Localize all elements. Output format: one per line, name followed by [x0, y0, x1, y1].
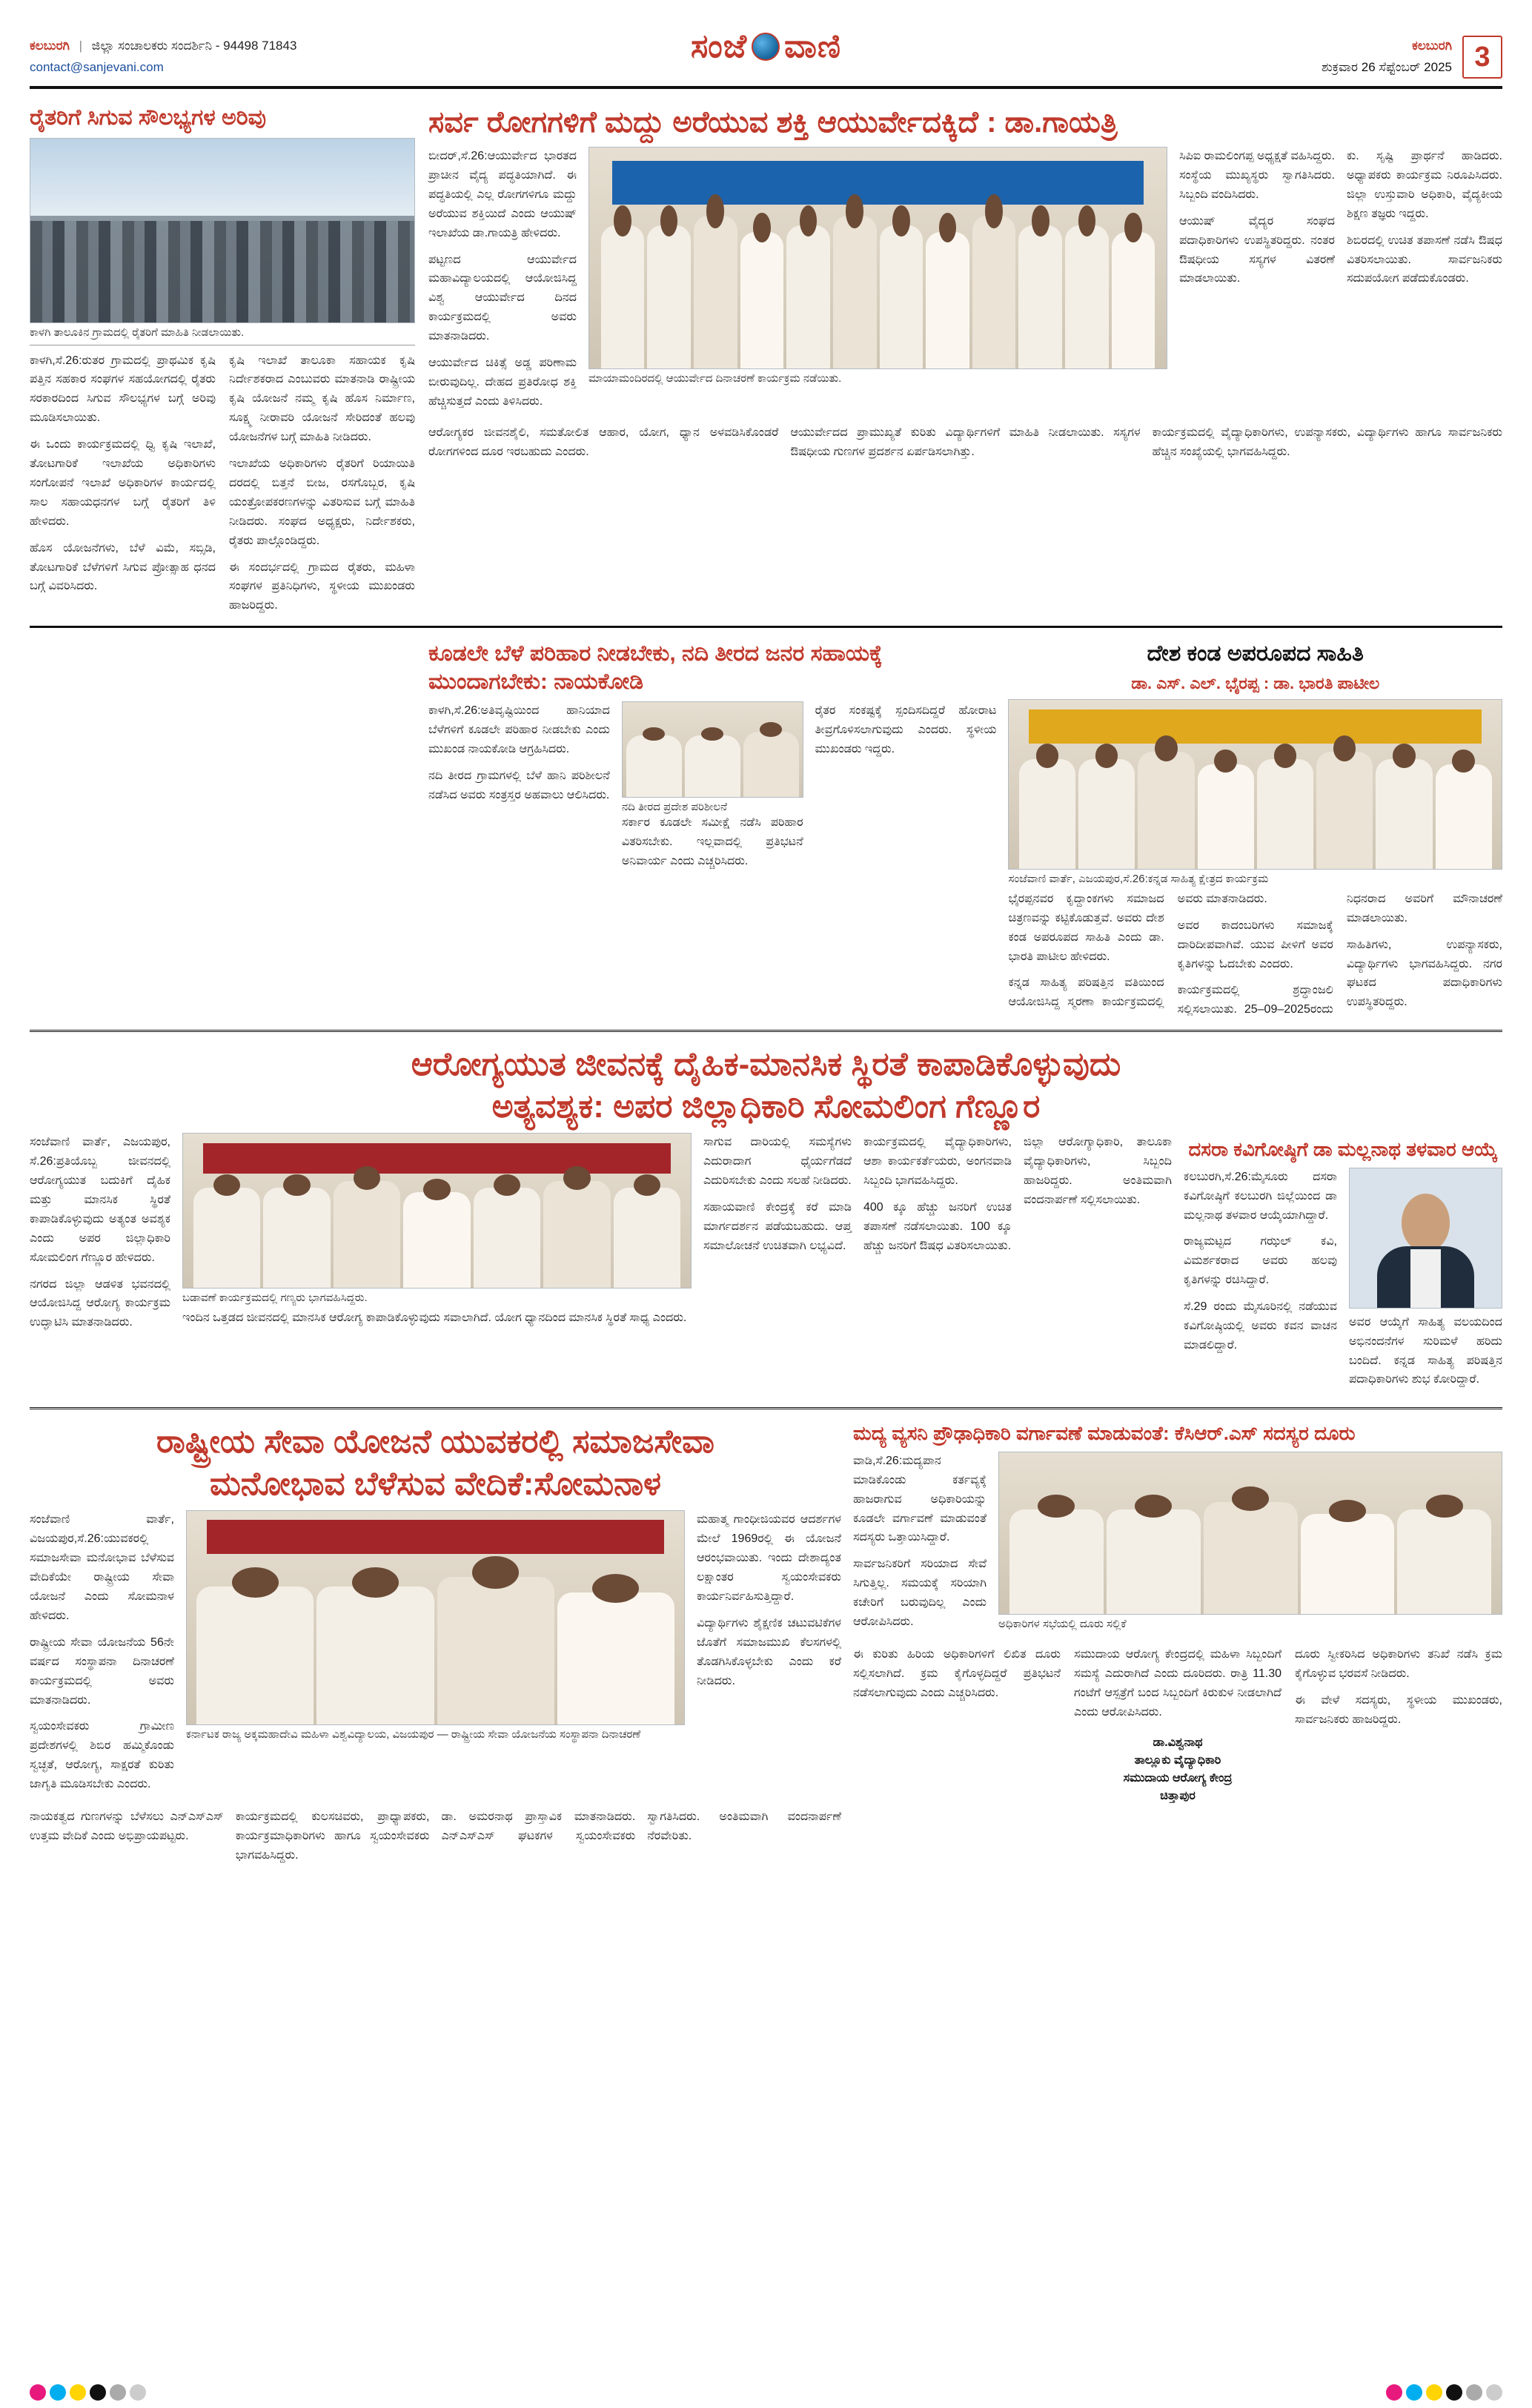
health-para-2: ಇಂದಿನ ಒತ್ತಡದ ಜೀವನದಲ್ಲಿ ಮಾನಸಿಕ ಆರೋಗ್ಯ ಕಾಪಾಡಿಕೊಳ್ಳುವುದು ಸವಾಲಾಗಿದೆ. ಯೋಗ ಧ್ಯಾನದಿಂದ ಮಾನಸಿಕ ಸ್ಥಿರತೆ ಸಾಧ್ಯ ಎಂದರು.	[182, 1312, 687, 1325]
nss-body-overflow	[30, 1807, 841, 1865]
masthead-separator: |	[79, 39, 83, 53]
poetry-headline: ದಸರಾ ಕವಿಗೋಷ್ಠಿಗೆ ಡಾ ಮಲ್ಲನಾಥ ತಳವಾರ ಆಯ್ಕೆ	[1188, 1138, 1498, 1161]
literature-para-0: ಭೈರಪ್ಪನವರ ಕೃದ್ದಾಂಕಗಳು ಸಮಾಜದ ಚಿತ್ರಣವನ್ನು ಕಟ್ಟಿಕೊಡುತ್ತವೆ. ಅವರು ದೇಶ ಕಂಡ ಅಪರೂಪದ ಸಾಹಿತಿ ಎಂದು ಡಾ. ಭಾರತಿ ಪಾಟೀಲ ಹೇಳಿದರು.	[1008, 892, 1164, 963]
farmers-para-4: ಇಲಾಖೆಯ ಅಧಿಕಾರಿಗಳು ರೈತರಿಗೆ ರಿಯಾಯಿತಿ ದರದಲ್ಲಿ ಬಿತ್ತನೆ ಬೀಜ, ರಸಗೊಬ್ಬರ, ಕೃಷಿ ಯಂತ್ರೋಪಕರಣಗಳನ್ನು ವಿತರಿಸುವ ಬಗ್ಗೆ ಮಾಹಿತಿ ನೀಡಿದರು. ಸಂಘದ ಅಧ್ಯಕ್ಷರು, ನಿರ್ದೇಶಕರು, ರೈತರು ಪಾಲ್ಗೊಂಡಿದ್ದರು.	[229, 457, 415, 547]
ayurveda-cont-3	[1153, 423, 1502, 469]
nss-col-1	[30, 1510, 174, 1802]
health-col-4	[863, 1133, 1012, 1397]
drugs-photo	[998, 1452, 1502, 1615]
nss-headline-line1: ರಾಷ್ಟ್ರೀಯ ಸೇವಾ ಯೋಜನೆ ಯುವಕರಲ್ಲಿ ಸಮಾಜಸೇವಾ	[156, 1423, 714, 1461]
signature-designation: ತಾಲ್ಲೂಕು ವೈದ್ಯಾಧಿಕಾರಿ	[1134, 1753, 1221, 1767]
poetry-para-1: ರಾಜ್ಯಮಟ್ಟದ ಗಝಲ್ ಕವಿ, ವಿಮರ್ಶಕರಾದ ಅವರು ಹಲವು ಕೃತಿಗಳನ್ನು ರಚಿಸಿದ್ದಾರೆ.	[1184, 1235, 1337, 1287]
color-dot	[1406, 2384, 1422, 2401]
farmers-photo	[30, 138, 415, 323]
drugs-para-5: ಈ ವೇಳೆ ಸದಸ್ಯರು, ಸ್ಥಳೀಯ ಮುಖಂಡರು, ಸಾರ್ವಜನಿಕರು ಹಾಜರಿದ್ದರು.	[1295, 1693, 1502, 1726]
masthead-right	[1117, 25, 1502, 79]
ayurveda-para-7: ಆಯುಷ್ ವೈದ್ಯರ ಸಂಘದ ಪದಾಧಿಕಾರಿಗಳು ಉಪಸ್ಥಿತರಿದ್ದರು. ನಂತರ ಔಷಧೀಯ ಸಸ್ಯಗಳ ವಿತರಣೆ ಮಾಡಲಾಯಿತು.	[1179, 214, 1335, 285]
poetry-portrait	[1349, 1168, 1502, 1309]
ayurveda-right-col	[1179, 147, 1335, 419]
health-photo-col	[182, 1133, 692, 1397]
ayurveda-cont-1	[428, 423, 778, 469]
health-col-5	[1024, 1133, 1172, 1397]
health-col-3	[703, 1133, 852, 1397]
publication-date: ಶುಕ್ರವಾರ 26 ಸೆಪ್ಟೆಂಬರ್ 2025	[1322, 59, 1452, 74]
ayurveda-caption: ಮಾಯಾಮಂದಿರದಲ್ಲಿ ಆಯುರ್ವೇದ ದಿನಾಚರಣೆ ಕಾರ್ಯಕ್ರಮ ನಡೆಯಿತು.	[588, 372, 842, 385]
river-photo	[622, 701, 803, 798]
farmers-caption: ಕಾಳಗಿ ತಾಲೂಕಿನ ಗ್ರಾಮದಲ್ಲಿ ರೈತರಿಗೆ ಮಾಹಿತಿ ನೀಡಲಾಯಿತು.	[30, 325, 245, 339]
farmers-para-5: ಈ ಸಂದರ್ಭದಲ್ಲಿ ಗ್ರಾಮದ ರೈತರು, ಮಹಿಳಾ ಸಂಘಗಳ ಪ್ರತಿನಿಧಿಗಳು, ಸ್ಥಳೀಯ ಮುಖಂಡರು ಹಾಜರಿದ್ದರು.	[229, 560, 415, 612]
poetry-para-3: ಅವರ ಆಯ್ಕೆಗೆ ಸಾಹಿತ್ಯ ವಲಯದಿಂದ ಅಭಿನಂದನೆಗಳ ಸುರಿಮಳೆ ಹರಿದು ಬಂದಿದೆ. ಕನ್ನಡ ಸಾಹಿತ್ಯ ಪರಿಷತ್ತಿನ ಪದಾಧಿಕಾರಿಗಳು ಶುಭ ಕೋರಿದ್ದಾರೆ.	[1349, 1315, 1502, 1386]
drugs-col-1	[853, 1452, 986, 1639]
color-dot	[70, 2384, 86, 2401]
health-para-7: ಜಿಲ್ಲಾ ಆರೋಗ್ಯಾಧಿಕಾರಿ, ತಾಲೂಕಾ ವೈದ್ಯಾಧಿಕಾರಿಗಳು, ಸಿಬ್ಬಂದಿ ಹಾಜರಿದ್ದರು. ಅಂತಿಮವಾಗಿ ವಂದನಾರ್ಪಣೆ ಸಲ್ಲಿಸಲಾಯಿತು.	[1024, 1136, 1172, 1206]
nss-headline-line2: ಮನೋಭಾವ ಬೆಳೆಸುವ ವೇದಿಕೆ:ಸೋಮನಾಳ	[209, 1466, 662, 1503]
row-four	[30, 1407, 1502, 1865]
nss-photo-col	[186, 1510, 685, 1802]
signature-office: ಸಮುದಾಯ ಆರೋಗ್ಯ ಕೇಂದ್ರ	[1123, 1771, 1233, 1784]
farmers-para-2: ಹೊಸ ಯೋಜನೆಗಳು, ಬೆಳೆ ವಿಮೆ, ಸಬ್ಸಿಡಿ, ತೋಟಗಾರಿಕೆ ಬೆಳೆಗಳಿಗೆ ಸಿಗುವ ಪ್ರೋತ್ಸಾಹ ಧನದ ಬಗ್ಗೆ ವಿವರಿಸಿದರು.	[30, 541, 216, 593]
river-caption: ನದಿ ತೀರದ ಪ್ರದೇಶ ಪರಿಶೀಲನೆ	[621, 801, 728, 814]
ayurveda-para-0: ಬೀದರ್,ಸೆ.26:ಆಯುರ್ವೇದ ಭಾರತದ ಪ್ರಾಚೀನ ವೈದ್ಯ ಪದ್ಧತಿಯಾಗಿದೆ. ಈ ಪದ್ಧತಿಯಲ್ಲಿ ಎಲ್ಲ ರೋಗಗಳಿಗೂ ಮದ್ದು ಅರೆಯುವ ಶಕ್ತಿಯಿದೆ ಎಂದು ಆಯುಷ್ ಇಲಾಖೆಯ ಡಾ.ಗಾಯತ್ರಿ ಹೇಳಿದರು.	[428, 150, 577, 239]
bureau-label: ಜಿಲ್ಲಾ ಸಂಚಾಲಕರು ಸಂದರ್ಶಿನಿ	[91, 39, 213, 53]
literature-para-4: ಸಾಹಿತಿಗಳು, ಉಪನ್ಯಾಸಕರು, ವಿದ್ಯಾರ್ಥಿಗಳು ಭಾಗವಹಿಸಿದ್ದರು. ನಗರ ಘಟಕದ ಪದಾಧಿಕಾರಿಗಳು ಉಪಸ್ಥಿತರಿದ್ದರು.	[1346, 938, 1502, 1009]
ayurveda-photo	[588, 147, 1167, 369]
color-dot	[130, 2384, 146, 2401]
logo-text-right: ವಾಣಿ	[784, 28, 842, 64]
river-para-2: ಸರ್ಕಾರ ಕೂಡಲೇ ಸಮೀಕ್ಷೆ ನಡೆಸಿ ಪರಿಹಾರ ವಿತರಿಸಬೇಕು. ಇಲ್ಲವಾದಲ್ಲಿ ಪ್ರತಿಭಟನೆ ಅನಿವಾರ್ಯ ಎಂದು ಎಚ್ಚರಿಸಿದರು.	[621, 816, 803, 868]
edition-label-right: ಕಲಬುರಗಿ	[1412, 39, 1452, 53]
poetry-text-col	[1184, 1168, 1337, 1398]
ayurveda-cont-2	[790, 423, 1140, 469]
ayurveda-para-1: ಪಟ್ಟಣದ ಆಯುರ್ವೇದ ಮಹಾವಿದ್ಯಾಲಯದಲ್ಲಿ ಆಯೋಜಿಸಿದ್ದ ವಿಶ್ವ ಆಯುರ್ವೇದ ದಿನದ ಕಾರ್ಯಕ್ರಮದಲ್ಲಿ ಅವರು ಮಾತನಾಡಿದರು.	[428, 253, 577, 343]
ayurveda-para-5: ಕಾರ್ಯಕ್ರಮದಲ್ಲಿ ವೈದ್ಯಾಧಿಕಾರಿಗಳು, ಉಪನ್ಯಾಸಕರು, ವಿದ್ಯಾರ್ಥಿಗಳು ಹಾಗೂ ಸಾರ್ವಜನಿಕರು ಹೆಚ್ಚಿನ ಸಂಖ್ಯೆಯಲ್ಲಿ ಭಾಗವಹಿಸಿದ್ದರು.	[1152, 426, 1502, 458]
health-para-3: ಸಾಗುವ ದಾರಿಯಲ್ಲಿ ಸಮಸ್ಯೆಗಳು ಎದುರಾದಾಗ ಧೈರ್ಯಗೆಡದೆ ಎದುರಿಸಬೇಕು ಎಂದು ಸಲಹೆ ನೀಡಿದರು.	[703, 1136, 852, 1188]
ayurveda-para-9: ಶಿಬಿರದಲ್ಲಿ ಉಚಿತ ತಪಾಸಣೆ ನಡೆಸಿ ಔಷಧ ವಿತರಿಸಲಾಯಿತು. ಸಾರ್ವಜನಿಕರು ಸದುಪಯೋಗ ಪಡೆದುಕೊಂಡರು.	[1347, 234, 1502, 285]
drugs-para-0: ವಾಡಿ,ಸೆ.26:ಮದ್ಯಪಾನ ಮಾಡಿಕೊಂಡು ಕರ್ತವ್ಯಕ್ಕೆ ಹಾಜರಾಗುವ ಅಧಿಕಾರಿಯನ್ನು ಕೂಡಲೇ ವರ್ಗಾವಣೆ ಮಾಡುವಂತೆ ಸದಸ್ಯರು ಒತ್ತಾಯಿಸಿದ್ದಾರೆ.	[853, 1454, 986, 1544]
article-poetry	[1184, 1133, 1502, 1397]
masthead-left	[30, 25, 415, 79]
river-para-1: ನದಿ ತೀರದ ಗ್ರಾಮಗಳಲ್ಲಿ ಬೆಳೆ ಹಾನಿ ಪರಿಶೀಲನೆ ನಡೆಸಿದ ಅವರು ಸಂತ್ರಸ್ತರ ಅಹವಾಲು ಆಲಿಸಿದರು.	[428, 770, 610, 801]
nss-col-3	[697, 1510, 841, 1802]
health-caption: ಬಡಾವಣೆ ಕಾರ್ಯಕ್ರಮದಲ್ಲಿ ಗಣ್ಯರು ಭಾಗವಹಿಸಿದ್ದರು.	[182, 1291, 368, 1305]
nss-para-6: ಕಾರ್ಯಕ್ರಮದಲ್ಲಿ ಕುಲಸಚಿವರು, ಪ್ರಾಧ್ಯಾಪಕರು, ಕಾರ್ಯಕ್ರಮಾಧಿಕಾರಿಗಳು ಹಾಗೂ ಸ್ವಯಂಸೇವಕರು ಭಾಗವಹಿಸಿದ್ದರು.	[235, 1810, 430, 1862]
article-river	[428, 635, 996, 1019]
drugs-body	[853, 1645, 1502, 1730]
article-ayurveda	[428, 99, 1502, 615]
farmers-body	[30, 351, 415, 616]
literature-headline: ದೇಶ ಕಂಡ ಅಪರೂಪದ ಸಾಹಿತಿ	[1147, 641, 1364, 666]
ayurveda-photo-col	[588, 147, 1167, 419]
ayurveda-para-4: ಆಯುರ್ವೇದದ ಪ್ರಾಮುಖ್ಯತೆ ಕುರಿತು ವಿದ್ಯಾರ್ಥಿಗಳಿಗೆ ಮಾಹಿತಿ ನೀಡಲಾಯಿತು. ಸಸ್ಯಗಳ ಔಷಧೀಯ ಗುಣಗಳ ಪ್ರದರ್ಶನ ಏರ್ಪಡಿಸಲಾಗಿತ್ತು.	[790, 426, 1141, 458]
nss-para-3: ಮಹಾತ್ಮ ಗಾಂಧೀಜಿಯವರ ಆದರ್ಶಗಳ ಮೇಲೆ 1969ರಲ್ಲಿ ಈ ಯೋಜನೆ ಆರಂಭವಾಯಿತು. ಇಂದು ದೇಶಾದ್ಯಂತ ಲಕ್ಷಾಂತರ ಸ್ವಯಂಸೇವಕರು ಕಾರ್ಯನಿರ್ವಹಿಸುತ್ತಿದ್ದಾರೆ.	[697, 1513, 841, 1603]
color-registration-right	[1386, 2384, 1502, 2401]
signature-place: ಚಿತ್ತಾಪುರ	[1160, 1789, 1196, 1802]
drugs-para-1: ಸಾರ್ವಜನಿಕರಿಗೆ ಸರಿಯಾದ ಸೇವೆ ಸಿಗುತ್ತಿಲ್ಲ. ಸಮಯಕ್ಕೆ ಸರಿಯಾಗಿ ಕಚೇರಿಗೆ ಬರುವುದಿಲ್ಲ ಎಂದು ಆರೋಪಿಸಿದರು.	[853, 1558, 986, 1629]
color-dot	[1386, 2384, 1402, 2401]
health-para-6: 400 ಕ್ಕೂ ಹೆಚ್ಚು ಜನರಿಗೆ ಉಚಿತ ತಪಾಸಣೆ ನಡೆಸಲಾಯಿತು. 100 ಕ್ಕೂ ಹೆಚ್ಚು ಜನರಿಗೆ ಔಷಧ ವಿತರಿಸಲಾಯಿತು.	[863, 1200, 1012, 1252]
color-dot	[90, 2384, 106, 2401]
ayurveda-para-3: ಆರೋಗ್ಯಕರ ಜೀವನಶೈಲಿ, ಸಮತೋಲಿತ ಆಹಾರ, ಯೋಗ, ಧ್ಯಾನ ಅಳವಡಿಸಿಕೊಂಡರೆ ರೋಗಗಳಿಂದ ದೂರ ಇರಬಹುದು ಎಂದರು.	[428, 426, 779, 458]
nss-para-0: ಸಂಜೆವಾಣಿ ವಾರ್ತೆ, ವಿಜಯಪುರ,ಸೆ.26:ಯುವಕರಲ್ಲಿ ಸಮಾಜಸೇವಾ ಮನೋಭಾವ ಬೆಳೆಸುವ ವೇದಿಕೆಯೇ ರಾಷ್ಟ್ರೀಯ ಸೇವಾ ಯೋಜನೆ ಎಂದು ಸೋಮನಾಳ ಹೇಳಿದರು.	[30, 1513, 174, 1622]
literature-body	[1008, 890, 1502, 1019]
literature-photo	[1008, 699, 1502, 870]
drugs-caption: ಅಧಿಕಾರಿಗಳ ಸಭೆಯಲ್ಲಿ ದೂರು ಸಲ್ಲಿಕೆ	[998, 1617, 1127, 1630]
edition-label: ಕಲಬುರಗಿ	[30, 39, 70, 53]
article-farmers-overflow	[30, 635, 415, 1019]
masthead-dateline	[1322, 36, 1452, 79]
ayurveda-para-8: ಕು. ಸೃಷ್ಟಿ ಪ್ರಾರ್ಥನೆ ಹಾಡಿದರು. ಅಧ್ಯಾಪಕರು ಕಾರ್ಯಕ್ರಮ ನಿರೂಪಿಸಿದರು. ಜಿಲ್ಲಾ ಉಸ್ತುವಾರಿ ಅಧಿಕಾರಿ, ವೈದ್ಯಕೀಯ ಶಿಕ್ಷಣ ತಜ್ಞರು ಇದ್ದರು.	[1347, 150, 1502, 220]
river-headline: ಕೂಡಲೇ ಬೆಳೆ ಪರಿಹಾರ ನೀಡಬೇಕು, ನದಿ ತೀರದ ಜನರ ಸಹಾಯಕ್ಕೆ ಮುಂದಾಗಬೇಕು: ನಾಯಕೋಡಿ	[428, 641, 883, 694]
health-headline-line2: ಅತ್ಯವಶ್ಯಕ: ಅಪರ ಜಿಲ್ಲಾಧಿಕಾರಿ ಸೋಮಲಿಂಗ ಗೆಣ್ಣೂರ	[491, 1088, 1041, 1125]
literature-para-3: ಕಾರ್ಯಕ್ರಮದಲ್ಲಿ ಶ್ರದ್ಧಾಂಜಲಿ ಸಲ್ಲಿಸಲಾಯಿತು. 25–09–2025ರಂದು ನಿಧನರಾದ ಅವರಿಗೆ ಮೌನಾಚರಣೆ ಮಾಡಲಾಯಿತು.	[1177, 892, 1502, 1016]
masthead-separator-2: -	[215, 39, 224, 53]
article-nss	[30, 1417, 841, 1865]
nss-para-5: ನಾಯಕತ್ವದ ಗುಣಗಳನ್ನು ಬೆಳೆಸಲು ಎನ್ಎಸ್ಎಸ್ ಉತ್ತಮ ವೇದಿಕೆ ಎಂದು ಅಭಿಪ್ರಾಯಪಟ್ಟರು.	[30, 1810, 224, 1842]
ayurveda-para-2: ಆಯುರ್ವೇದ ಚಿಕಿತ್ಸೆ ಅಡ್ಡ ಪರಿಣಾಮ ಬೀರುವುದಿಲ್ಲ. ದೇಹದ ಪ್ರತಿರೋಧ ಶಕ್ತಿ ಹೆಚ್ಚಿಸುತ್ತದೆ ಎಂದು ತಿಳಿಸಿದರು.	[428, 357, 577, 408]
drugs-photo-col	[998, 1452, 1502, 1639]
health-para-4: ಸಹಾಯವಾಣಿ ಕೇಂದ್ರಕ್ಕೆ ಕರೆ ಮಾಡಿ ಮಾರ್ಗದರ್ಶನ ಪಡೆಯಬಹುದು. ಆಪ್ತ ಸಮಾಲೋಚನೆ ಉಚಿತವಾಗಿ ಲಭ್ಯವಿದೆ.	[703, 1200, 852, 1252]
ayurveda-lead-col	[428, 147, 577, 419]
river-para-3: ರೈತರ ಸಂಕಷ್ಟಕ್ಕೆ ಸ್ಪಂದಿಸದಿದ್ದರೆ ಹೋರಾಟ ತೀವ್ರಗೊಳಿಸಲಾಗುವುದು ಎಂದರು. ಸ್ಥಳೀಯ ಮುಖಂಡರು ಇದ್ದರು.	[815, 704, 997, 756]
color-dot	[30, 2384, 46, 2401]
farmers-para-3: ಕೃಷಿ ಇಲಾಖೆ ತಾಲೂಕಾ ಸಹಾಯಕ ಕೃಷಿ ನಿರ್ದೇಶಕರಾದ ಎಂಬುವರು ಮಾತನಾಡಿ ರಾಷ್ಟ್ರೀಯ ಕೃಷಿ ಯೋಜನೆ ನಮ್ಮ ಕೃಷಿ ಹೊಸ ನಿರ್ಮಾಣ, ಸೂಕ್ಷ್ಮ ನೀರಾವರಿ ಯೋಜನೆ ಸೇರಿದಂತೆ ಹಲವು ಯೋಜನೆಗಳ ಬಗ್ಗೆ ಮಾಹಿತಿ ನೀಡಿದರು.	[229, 354, 415, 444]
drugs-signature	[853, 1734, 1502, 1805]
literature-para-2: ಅವರ ಕಾದಂಬರಿಗಳು ಸಮಾಜಕ್ಕೆ ದಾರಿದೀಪವಾಗಿವೆ. ಯುವ ಪೀಳಿಗೆ ಅವರ ಕೃತಿಗಳನ್ನು ಓದಬೇಕು ಎಂದರು.	[1177, 919, 1333, 970]
health-para-5: ಕಾರ್ಯಕ್ರಮದಲ್ಲಿ ವೈದ್ಯಾಧಿಕಾರಿಗಳು, ಆಶಾ ಕಾರ್ಯಕರ್ತೆಯರು, ಅಂಗನವಾಡಿ ಸಿಬ್ಬಂದಿ ಭಾಗವಹಿಸಿದ್ದರು.	[863, 1136, 1012, 1188]
article-drugs	[853, 1417, 1502, 1865]
health-para-0: ಸಂಜೆವಾಣಿ ವಾರ್ತೆ, ಎಜಯಪುರ, ಸೆ.26:ಪ್ರತಿಯೊಬ್ಬ ಜೀವನದಲ್ಲಿ ಆರೋಗ್ಯಯುತ ಬದುಕಿಗೆ ದೈಹಿಕ ಮತ್ತು ಮಾನಸಿಕ ಸ್ಥಿರತೆ ಕಾಪಾಡಿಕೊಳ್ಳುವುದು ಅತ್ಯಂತ ಅವಶ್ಯಕ ಎಂದು ಅಪರ ಜಿಲ್ಲಾಧಿಕಾರಿ ಸೋಮಲಿಂಗ ಗೆಣ್ಣೂರ ಹೇಳಿದರು.	[30, 1136, 170, 1264]
ayurveda-para-6: ಸಿಪಿಐ ರಾಮಲಿಂಗಪ್ಪ ಅಧ್ಯಕ್ಷತೆ ವಹಿಸಿದ್ದರು. ಸಂಸ್ಥೆಯ ಮುಖ್ಯಸ್ಥರು ಸ್ವಾಗತಿಸಿದರು. ಸಿಬ್ಬಂದಿ ವಂದಿಸಿದರು.	[1179, 150, 1335, 201]
row-two	[30, 626, 1502, 1019]
color-dot	[50, 2384, 66, 2401]
nss-photo	[186, 1510, 685, 1725]
poetry-para-2: ಸೆ.29 ರಂದು ಮೈಸೂರಿನಲ್ಲಿ ನಡೆಯುವ ಕವಿಗೋಷ್ಠಿಯಲ್ಲಿ ಅವರು ಕವನ ವಾಚನ ಮಾಡಲಿದ್ದಾರೆ.	[1184, 1300, 1337, 1352]
publication-logo[interactable]	[691, 28, 841, 65]
drugs-para-3: ಸಮುದಾಯ ಆರೋಗ್ಯ ಕೇಂದ್ರದಲ್ಲಿ ಮಹಿಳಾ ಸಿಬ್ಬಂದಿಗೆ ಸಮಸ್ಯೆ ಎದುರಾಗಿದೆ ಎಂದು ದೂರಿದರು. ರಾತ್ರಿ 11.30 ಗಂಟೆಗೆ ಆಸ್ಪತ್ರೆಗೆ ಬಂದ ಸಿಬ್ಬಂದಿಗೆ ಕಿರುಕುಳ ನೀಡಲಾಗಿದೆ ಎಂದು ಆರೋಪಿಸಿದರು.	[1074, 1648, 1281, 1719]
river-text-col	[428, 701, 610, 879]
ayurveda-headline: ಸರ್ವ ರೋಗಗಳಿಗೆ ಮದ್ದು ಅರೆಯುವ ಶಕ್ತಿ ಆಯುರ್ವೇದಕ್ಕಿದೆ : ಡಾ.ಗಾಯತ್ರಿ	[428, 106, 1118, 139]
river-para-0: ಕಾಳಗಿ,ಸೆ.26:ಅತಿವೃಷ್ಟಿಯಿಂದ ಹಾನಿಯಾದ ಬೆಳೆಗಳಿಗೆ ಕೂಡಲೇ ಪರಿಹಾರ ನೀಡಬೇಕು ಎಂದು ಮುಖಂಡ ನಾಯಕೋಡಿ ಆಗ್ರಹಿಸಿದರು.	[428, 704, 610, 756]
row-one	[30, 99, 1502, 615]
color-dot	[1426, 2384, 1442, 2401]
farmers-para-0: ಕಾಳಗಿ,ಸೆ.26:ರುತರ ಗ್ರಾಮದಲ್ಲಿ ಪ್ರಾಥಮಿಕ ಕೃಷಿ ಪತ್ತಿನ ಸಹಕಾರ ಸಂಘಗಳ ಸಹಯೋಗದಲ್ಲಿ ರೈತರು ಸರಕಾರದಿಂದ ಸಿಗುವ ಸೌಲಭ್ಯಗಳ ಬಗ್ಗೆ ಅರಿವು ಮೂಡಿಸಲಾಯಿತು.	[30, 354, 216, 425]
farmers-para-1: ಈ ಒಂದು ಕಾರ್ಯಕ್ರಮದಲ್ಲಿ ಧ್ವಿ ಕೃಷಿ ಇಲಾಖೆ, ತೋಟಗಾರಿಕೆ ಇಲಾಖೆಯ ಅಧಿಕಾರಿಗಳು ಸಂಗೋಪನೆ ಇಲಾಖೆ ಅಧಿಕಾರಿಗಳ ಕಾರ್ಯದಲ್ಲಿ ಸಾಲ ಸಹಾಯಧನಗಳ ಬಗ್ಗೆ ರೈತರಿಗೆ ತಿಳಿ ಹೇಳಿದರು.	[30, 438, 216, 528]
masthead-center	[415, 25, 1117, 65]
phone-number: 94498 71843	[223, 39, 297, 53]
color-dot	[1466, 2384, 1482, 2401]
health-col-1	[30, 1133, 170, 1397]
farmers-headline: ರೈತರಿಗೆ ಸಿಗುವ ಸೌಲಭ್ಯಗಳ ಅರಿವು	[30, 105, 267, 130]
article-literature	[1008, 635, 1502, 1019]
river-photo-col	[622, 701, 803, 879]
poetry-portrait-col	[1349, 1168, 1502, 1398]
globe-icon	[752, 33, 780, 61]
nss-para-7: ಡಾ. ಅಮರನಾಥ ಪ್ರಾಸ್ತಾವಿಕ ಮಾತನಾಡಿದರು. ಎನ್ಎಸ್ಎಸ್ ಘಟಕಗಳ ಸ್ವಯಂಸೇವಕರು ಸ್ವಾಗತಿಸಿದರು. ಅಂತಿಮವಾಗಿ ವಂದನಾರ್ಪಣೆ ನೆರವೇರಿತು.	[441, 1810, 841, 1842]
drugs-para-4: ದೂರು ಸ್ವೀಕರಿಸಿದ ಅಧಿಕಾರಿಗಳು ತನಿಖೆ ನಡೆಸಿ ಕ್ರಮ ಕೈಗೊಳ್ಳುವ ಭರವಸೆ ನೀಡಿದರು.	[1295, 1648, 1502, 1680]
poetry-para-0: ಕಲಬುರಗಿ,ಸೆ.26:ಮೈಸೂರು ದಸರಾ ಕವಿಗೋಷ್ಠಿಗೆ ಕಲಬುರಗಿ ಜಿಲ್ಲೆಯಿಂದ ಡಾ ಮಲ್ಲನಾಥ ತಳವಾರ ಆಯ್ಕೆಯಾಗಿದ್ದಾರೆ.	[1184, 1170, 1337, 1222]
masthead	[30, 25, 1502, 89]
article-health	[30, 1030, 1502, 1397]
nss-para-2: ಸ್ವಯಂಸೇವಕರು ಗ್ರಾಮೀಣ ಪ್ರದೇಶಗಳಲ್ಲಿ ಶಿಬಿರ ಹಮ್ಮಿಕೊಂಡು ಸ್ವಚ್ಛತೆ, ಆರೋಗ್ಯ, ಸಾಕ್ಷರತೆ ಕುರಿತು ಜಾಗೃತಿ ಮೂಡಿಸಬೇಕು ಎಂದರು.	[30, 1720, 174, 1791]
health-photo	[182, 1133, 692, 1289]
color-dot	[1446, 2384, 1462, 2401]
signature-name: ಡಾ.ವಿಶ್ವನಾಥ	[1153, 1736, 1203, 1749]
health-headline-line1: ಆರೋಗ್ಯಯುತ ಜೀವನಕ್ಕೆ ದೈಹಿಕ-ಮಾನಸಿಕ ಸ್ಥಿರತೆ ಕಾಪಾಡಿಕೊಳ್ಳುವುದು	[411, 1046, 1121, 1083]
literature-subhead: ಡಾ. ಎಸ್. ಎಲ್. ಭೈರಪ್ಪ : ಡಾ. ಭಾರತಿ ಪಾಟೀಲ	[1131, 673, 1380, 692]
article-farmers	[30, 99, 415, 615]
ayurveda-far-right-col	[1347, 147, 1502, 419]
color-registration-left	[30, 2384, 146, 2401]
drugs-para-2: ಈ ಕುರಿತು ಹಿರಿಯ ಅಧಿಕಾರಿಗಳಿಗೆ ಲಿಖಿತ ದೂರು ಸಲ್ಲಿಸಲಾಗಿದೆ. ಕ್ರಮ ಕೈಗೊಳ್ಳದಿದ್ದರೆ ಪ್ರತಿಭಟನೆ ನಡೆಸಲಾಗುವುದು ಎಂದು ಎಚ್ಚರಿಸಿದರು.	[853, 1648, 1061, 1699]
color-dot	[110, 2384, 126, 2401]
logo-text-left: ಸಂಜೆ	[690, 28, 748, 64]
nss-caption: ಕರ್ನಾಟಕ ರಾಜ್ಯ ಅಕ್ಕಮಹಾದೇವಿ ಮಹಿಳಾ ವಿಶ್ವವಿದ್ಯಾಲಯ, ವಿಜಯಪುರ — ರಾಷ್ಟ್ರೀಯ ಸೇವಾ ಯೋಜನೆಯ ಸಂಸ್ಥಾಪನಾ ದಿನಾಚರಣೆ	[186, 1728, 641, 1742]
nss-para-4: ವಿದ್ಯಾರ್ಥಿಗಳು ಶೈಕ್ಷಣಿಕ ಚಟುವಟಿಕೆಗಳ ಜೊತೆಗೆ ಸಮಾಜಮುಖಿ ಕೆಲಸಗಳಲ್ಲಿ ತೊಡಗಿಸಿಕೊಳ್ಳಬೇಕು ಎಂದು ಕರೆ ನೀಡಿದರು.	[697, 1616, 841, 1687]
river-text-col-2	[815, 701, 997, 879]
health-para-1: ನಗರದ ಜಿಲ್ಲಾ ಆಡಳಿತ ಭವನದಲ್ಲಿ ಆಯೋಜಿಸಿದ್ದ ಆರೋಗ್ಯ ಕಾರ್ಯಕ್ರಮ ಉದ್ಘಾಟಿಸಿ ಮಾತನಾಡಿದರು.	[30, 1277, 170, 1329]
nss-para-1: ರಾಷ್ಟ್ರೀಯ ಸೇವಾ ಯೋಜನೆಯ 56ನೇ ವರ್ಷದ ಸಂಸ್ಥಾಪನಾ ದಿನಾಚರಣೆ ಕಾರ್ಯಕ್ರಮದಲ್ಲಿ ಅವರು ಮಾತನಾಡಿದರು.	[30, 1635, 174, 1707]
email-address[interactable]: contact@sanjevani.com	[30, 59, 164, 74]
page-number: 3	[1462, 36, 1502, 79]
color-dot	[1486, 2384, 1502, 2401]
drugs-headline: ಮದ್ಯ ವ್ಯಸನಿ ಪ್ರೌಢಾಧಿಕಾರಿ ವರ್ಗಾವಣೆ ಮಾಡುವಂತೆ: ಕೆಸಿಆರ್.ಎಸ್ ಸದಸ್ಯರ ದೂರು	[853, 1422, 1356, 1445]
literature-para-1: ಕನ್ನಡ ಸಾಹಿತ್ಯ ಪರಿಷತ್ತಿನ ವತಿಯಿಂದ ಆಯೋಜಿಸಿದ್ದ ಸ್ಮರಣಾ ಕಾರ್ಯಕ್ರಮದಲ್ಲಿ ಅವರು ಮಾತನಾಡಿದರು.	[1008, 892, 1267, 1009]
row-two-main	[428, 635, 1502, 1019]
literature-caption: ಸಂಜೆವಾಣಿ ವಾರ್ತೆ, ಎಜಯಪುರ,ಸೆ.26:ಕನ್ನಡ ಸಾಹಿತ್ಯ ಕ್ಷೇತ್ರದ ಕಾರ್ಯಕ್ರಮ	[1008, 872, 1269, 885]
